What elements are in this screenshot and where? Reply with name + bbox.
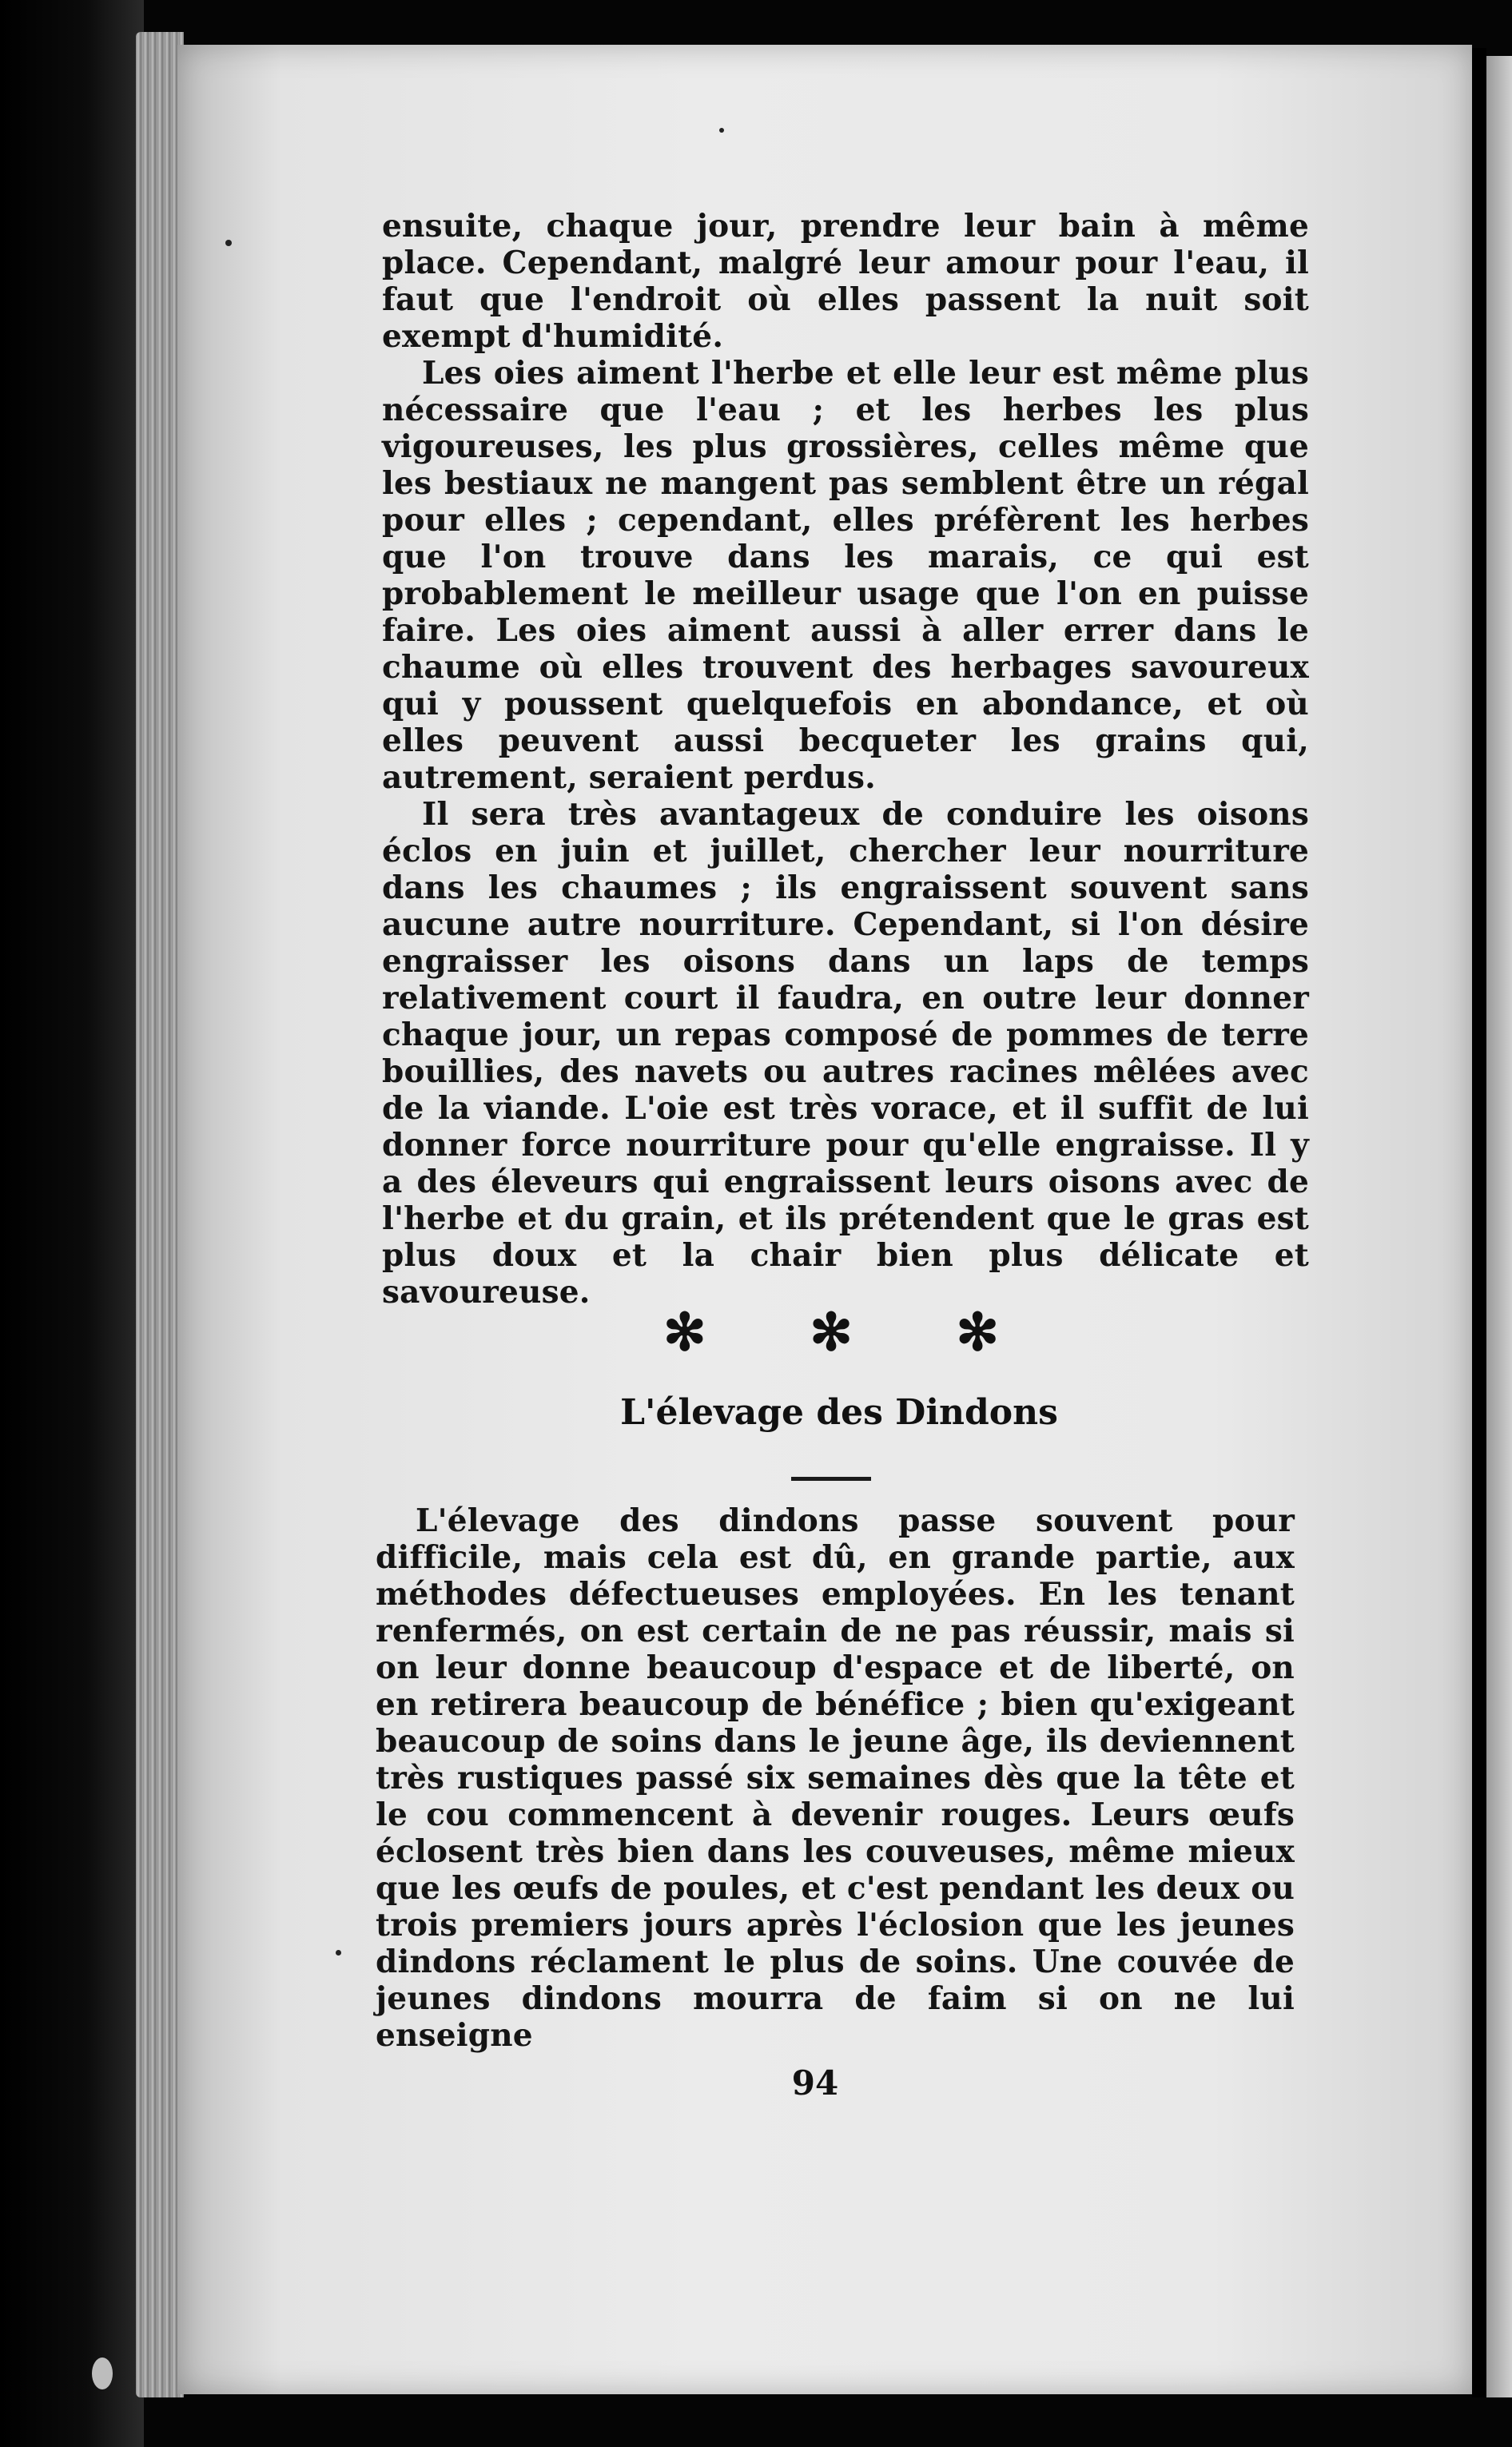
asterism-icon: ✻ <box>956 1303 999 1363</box>
body-text-bottom <box>376 1502 1295 2054</box>
scan-speck <box>719 128 724 133</box>
asterism-icon: ✻ <box>810 1303 853 1363</box>
next-page-edge <box>1486 56 1512 2397</box>
body-text-top <box>382 208 1309 1311</box>
title-rule <box>791 1477 871 1481</box>
scan-speck <box>225 240 232 246</box>
paragraph-2: Les oies aiment l'herbe et elle leur est même plus nécessaire que l'eau ; et les herbes les plus vigoureuses, les plus grossières, celles même que les bestiaux ne mangent pas semblent être un régal pour elles ; cependant, elles préfèrent les herbes que l'on trouve dans les marais, ce qui est probablement le meilleur usage que l'on en puisse faire. Les oies aiment aussi à aller errer dans le chaume où elles trouvent des herbages savoureux qui y poussent quelquefois en abondance, et où elles peuvent aussi becqueter les grains qui, autrement, seraient perdus. <box>382 355 1309 796</box>
gutter-right <box>1472 48 1486 2397</box>
page-number: 94 <box>791 2063 839 2103</box>
asterism-icon: ✻ <box>663 1303 706 1363</box>
paragraph-4: L'élevage des dindons passe souvent pour difficile, mais cela est dû, en grande partie, aux méthodes défectueuses employées. En les tenant renfermés, on est certain de ne pas réussir, mais si on leur donne beaucoup d'espace et de liberté, on en retirera beaucoup de bénéfice ; bien qu'exigeant beaucoup de soins dans le jeune âge, ils deviennent très rustiques passé six semaines dès que la tête et le cou commencent à devenir rouges. Leurs œufs éclosent très bien dans les couveuses, même mieux que les œufs de poules, et c'est pendant les deux ou trois premiers jours après l'éclosion que les jeunes dindons réclament le plus de soins. Une couvée de jeunes dindons mourra de faim si on ne lui enseigne <box>376 1502 1295 2054</box>
book-spine <box>136 32 184 2397</box>
film-edge-left <box>0 0 144 2447</box>
section-separator <box>663 1303 999 1363</box>
paragraph-1: ensuite, chaque jour, prendre leur bain à même place. Cependant, malgré leur amour pour l'eau, il faut que l'endroit où elles passent la nuit soit exempt d'humidité. <box>382 208 1309 355</box>
paragraph-3: Il sera très avantageux de conduire les oisons éclos en juin et juillet, chercher leur nourriture dans les chaumes ; ils engraissent souvent sans aucune autre nourriture. Cependant, si l'on désire engraisser les oisons dans un laps de temps relativement court il faudra, en outre leur donner chaque jour, un repas composé de pommes de terre bouillies, des navets ou autres racines mêlées avec de la viande. L'oie est très vorace, et il suffit de lui donner force nourriture pour qu'elle engraisse. Il y a des éleveurs qui engraissent leurs oisons avec de l'herbe et du grain, et ils prétendent que le gras est plus doux et la chair bien plus délicate et savoureuse. <box>382 796 1309 1311</box>
scan-speck <box>92 2357 113 2389</box>
scan-speck <box>336 1950 341 1956</box>
section-title: L'élevage des Dindons <box>620 1392 1058 1433</box>
